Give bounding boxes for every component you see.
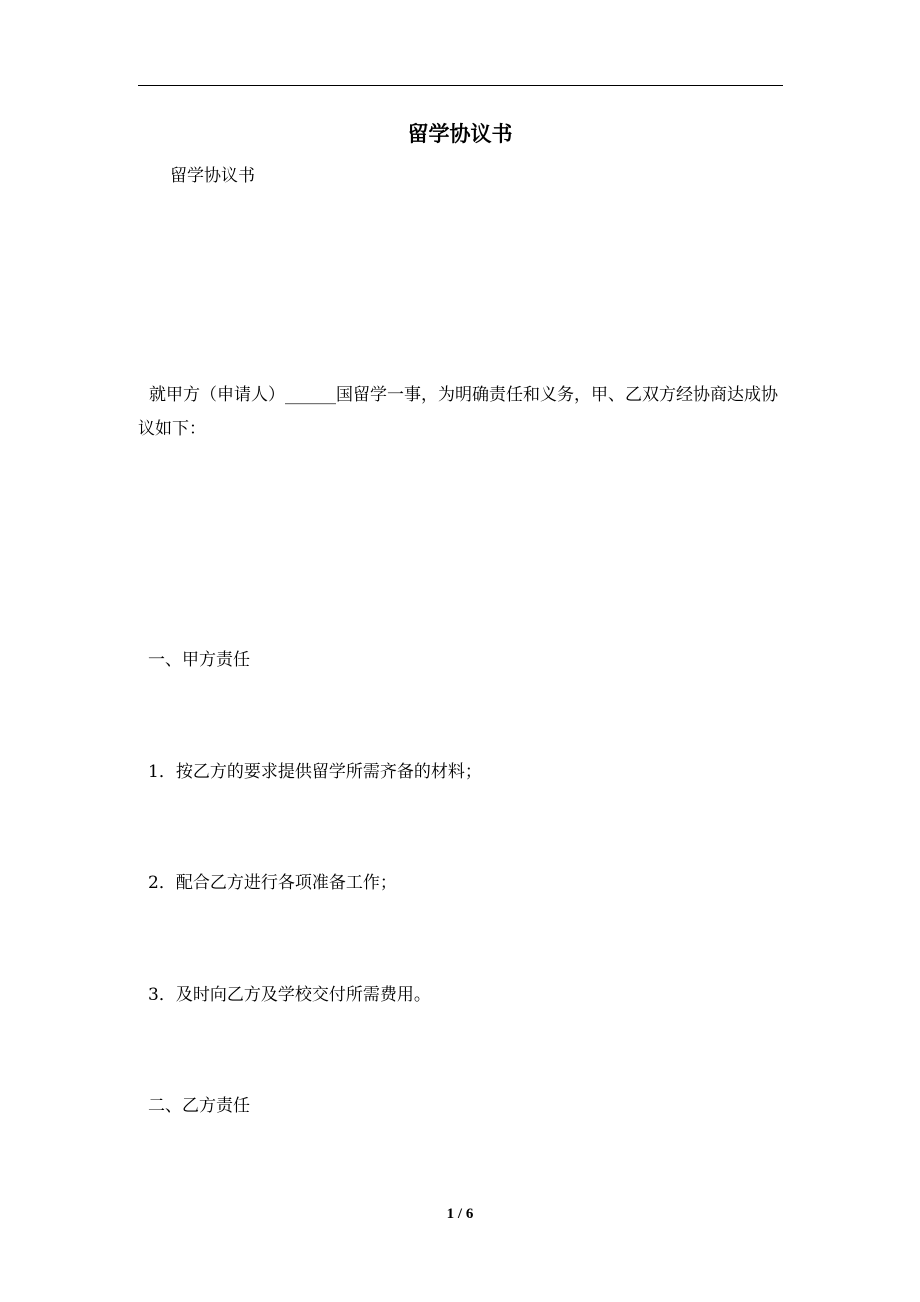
- section-heading-party-a: 一、甲方责任: [148, 650, 250, 670]
- section-heading-party-b: 二、乙方责任: [148, 1096, 250, 1116]
- intro-paragraph: 就甲方（申请人）______国留学一事，为明确责任和义务，甲、乙双方经协商达成协议如下：: [138, 385, 778, 439]
- header-rule: [138, 85, 783, 86]
- list-item: 2．配合乙方进行各项准备工作；: [148, 873, 397, 893]
- list-item: 3．及时向乙方及学校交付所需费用。: [148, 985, 431, 1005]
- page-number: 1 / 6: [446, 1206, 474, 1222]
- list-item: 1．按乙方的要求提供留学所需齐备的材料；: [148, 762, 482, 782]
- document-subtitle: 留学协议书: [170, 166, 255, 186]
- document-title: 留学协议书: [407, 121, 513, 146]
